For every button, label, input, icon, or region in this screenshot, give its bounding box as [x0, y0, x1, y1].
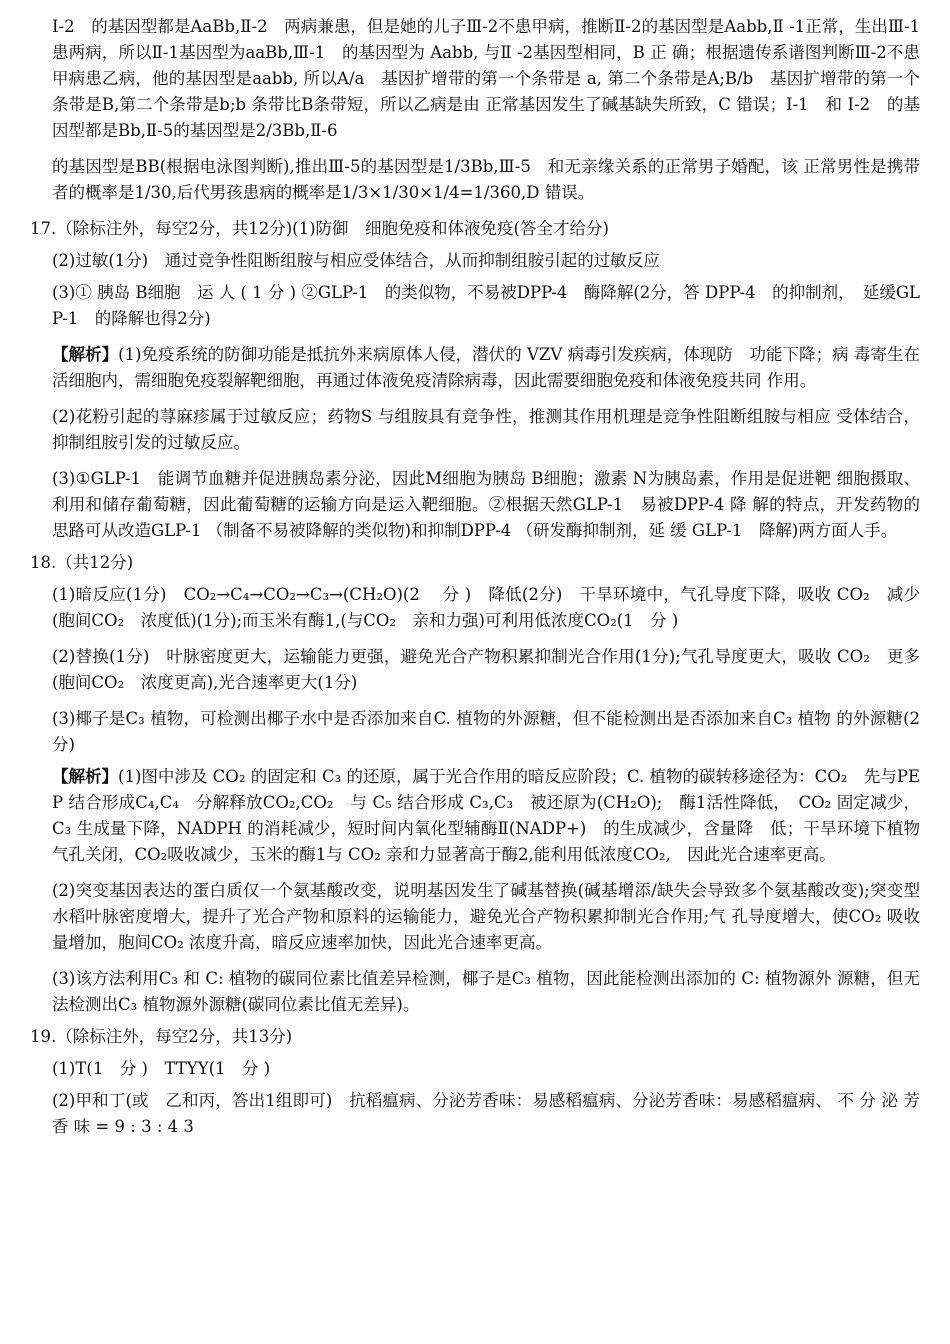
analysis-label: 【解析】: [52, 767, 119, 786]
question-19-answer-2: (2)甲和丁(或 乙和丙，答出1组即可) 抗稻瘟病、分泌芳香味：易感稻瘟病、分泌芳香味：易感稻瘟病、 不 分 泌 芳 香 味 = 9 : 3 : 4 3: [52, 1091, 920, 1136]
question-17-analysis-2: (2)花粉引起的荨麻疹属于过敏反应；药物S 与组胺具有竞争性，推测其作用机理是竞争性阻断组胺与相应 受体结合，抑制组胺引发的过敏反应。: [52, 407, 920, 452]
question-19-heading: 19.（除标注外，每空2分，共13分): [30, 1027, 293, 1046]
question-18-answer-2: (2)替换(1分) 叶脉密度更大，运输能力更强，避免光合产物积累抑制光合作用(1分);气孔导度更大，吸收 CO₂ 更多(胞间CO₂ 浓度更高),光合速率更大(1分): [52, 647, 920, 692]
question-18-answer-3: (3)椰子是C₃ 植物，可检测出椰子水中是否添加来自C. 植物的外源糖，但不能检测出是否添加来自C₃ 植物 的外源糖(2分): [52, 709, 921, 754]
question-18-heading: 18.（共12分): [30, 553, 134, 572]
question-17-analysis-3: (3)①GLP-1 能调节血糖并促进胰岛素分泌，因此M细胞为胰岛 B细胞；激素 N为胰岛素，作用是促进靶 细胞摄取、利用和储存葡萄糖，因此葡萄糖的运输方向是运入靶细胞。②根据天然GLP-1 易被DPP-4 降 解的特点，开发药物的思路可从改造GLP-1 （制备不易被降解的类似物)和抑制DPP-4 （研发酶抑制剂，延 缓 GLP-1 降解)两方面人手。: [52, 469, 920, 540]
analysis-text: (1)免疫系统的防御功能是抵抗外来病原体人侵，潜伏的 VZV 病毒引发疾病，体现防 功能下降；病 毒寄生在活细胞内，需细胞免疫裂解靶细胞，再通过体液免疫清除病毒，因此需要细胞免疫和体液免疫共同 作用。: [52, 345, 920, 390]
question-18-analysis-2: (2)突变基因表达的蛋白质仅一个氨基酸改变，说明基因发生了碱基替换(碱基增添/缺失会导致多个氨基酸改变);突变型水稻叶脉密度增大，提升了光合产物和原料的运输能力，避免光合产物积累抑制光合作用;气 孔导度增大，使CO₂ 吸收量增加，胞间CO₂ 浓度升高，暗反应速率加快，因此光合速率更高。: [52, 881, 920, 952]
question-17-answer-3: (3)① 胰岛 B细胞 运 人 ( 1 分 ) ②GLP-1 的类似物，不易被DPP-4 酶降解(2分，答 DPP-4 的抑制剂， 延缓GLP-1 的降解也得2分): [52, 283, 921, 328]
question-18-analysis-3: (3)该方法利用C₃ 和 C: 植物的碳同位素比值差异检测，椰子是C₃ 植物，因此能检测出添加的 C: 植物源外 源糖，但无法检测出C₃ 植物源外源糖(碳同位素比值无差异)。: [52, 969, 920, 1014]
question-17-heading: 17.（除标注外，每空2分，共12分)(1)防御 细胞免疫和体液免疫(答全才给分): [30, 219, 609, 238]
question-18-analysis-1: [52, 764, 920, 868]
question-19-answer-1: (1)T(1 分 ) TTYY(1 分 ): [52, 1059, 271, 1078]
analysis-text: (1)图中涉及 CO₂ 的固定和 C₃ 的还原，属于光合作用的暗反应阶段；C. 植物的碳转移途径为：CO₂ 先与PEP 结合形成C₄,C₄ 分解释放CO₂,CO₂ 与 C₅ 结合形成 C₃,C₃ 被还原为(CH₂O); 酶1活性降低， CO₂ 固定减少，C₃ 生成量下降，NADPH 的消耗减少，短时间内氧化型辅酶Ⅱ(NADP+) 的生成减少，含量降 低；干旱环境下植物气孔关闭，CO₂吸收减少，玉米的酶1与 CO₂ 亲和力显著高于酶2,能利用低浓度CO₂, 因此光合速率更高。: [52, 767, 921, 864]
question-18-answer-1: (1)暗反应(1分) CO₂→C₄→CO₂→C₃→(CH₂O)(2 分 ) 降低(2分) 干旱环境中，气孔导度下降，吸收 CO₂ 减少(胞间CO₂ 浓度低)(1分);而玉米有酶1,(与CO₂ 亲和力强)可利用低浓度CO₂(1 分 ): [52, 585, 920, 630]
question-17-analysis-1: [52, 342, 920, 394]
analysis-label: 【解析】: [52, 345, 119, 364]
paragraph-16-analysis-part2: 的基因型是BB(根据电泳图判断),推出Ⅲ-5的基因型是1/3Bb,Ⅲ-5 和无亲缘关系的正常男子婚配，该 正常男性是携带者的概率是1/30,后代男孩患病的概率是1/3×1/30×1/4=1/360,D 错误。: [52, 157, 920, 202]
paragraph-16-analysis-part1: I-2 的基因型都是AaBb,Ⅱ-2 两病兼患，但是她的儿子Ⅲ-2不患甲病，推断Ⅱ-2的基因型是Aabb,Ⅱ -1正常，生出Ⅲ-1患两病，所以Ⅱ-1基因型为aaBb,Ⅲ-1 的基因型为 Aabb, 与Ⅱ -2基因型相同，B 正 确；根据遗传系谱图判断Ⅲ-2不患甲病患乙病，他的基因型是aabb, 所以A/a 基因扩增带的第一个条带是 a, 第二个条带是A;B/b 基因扩增带的第一个条带是B,第二个条带是b;b 条带比B条带短，所以乙病是由 正常基因发生了碱基缺失所致，C 错误；I-1 和 I-2 的基因型都是Bb,Ⅱ-5的基因型是2/3Bb,Ⅱ-6: [52, 17, 920, 140]
question-17-answer-2: (2)过敏(1分) 通过竞争性阻断组胺与相应受体结合，从而抑制组胺引起的过敏反应: [52, 251, 660, 270]
